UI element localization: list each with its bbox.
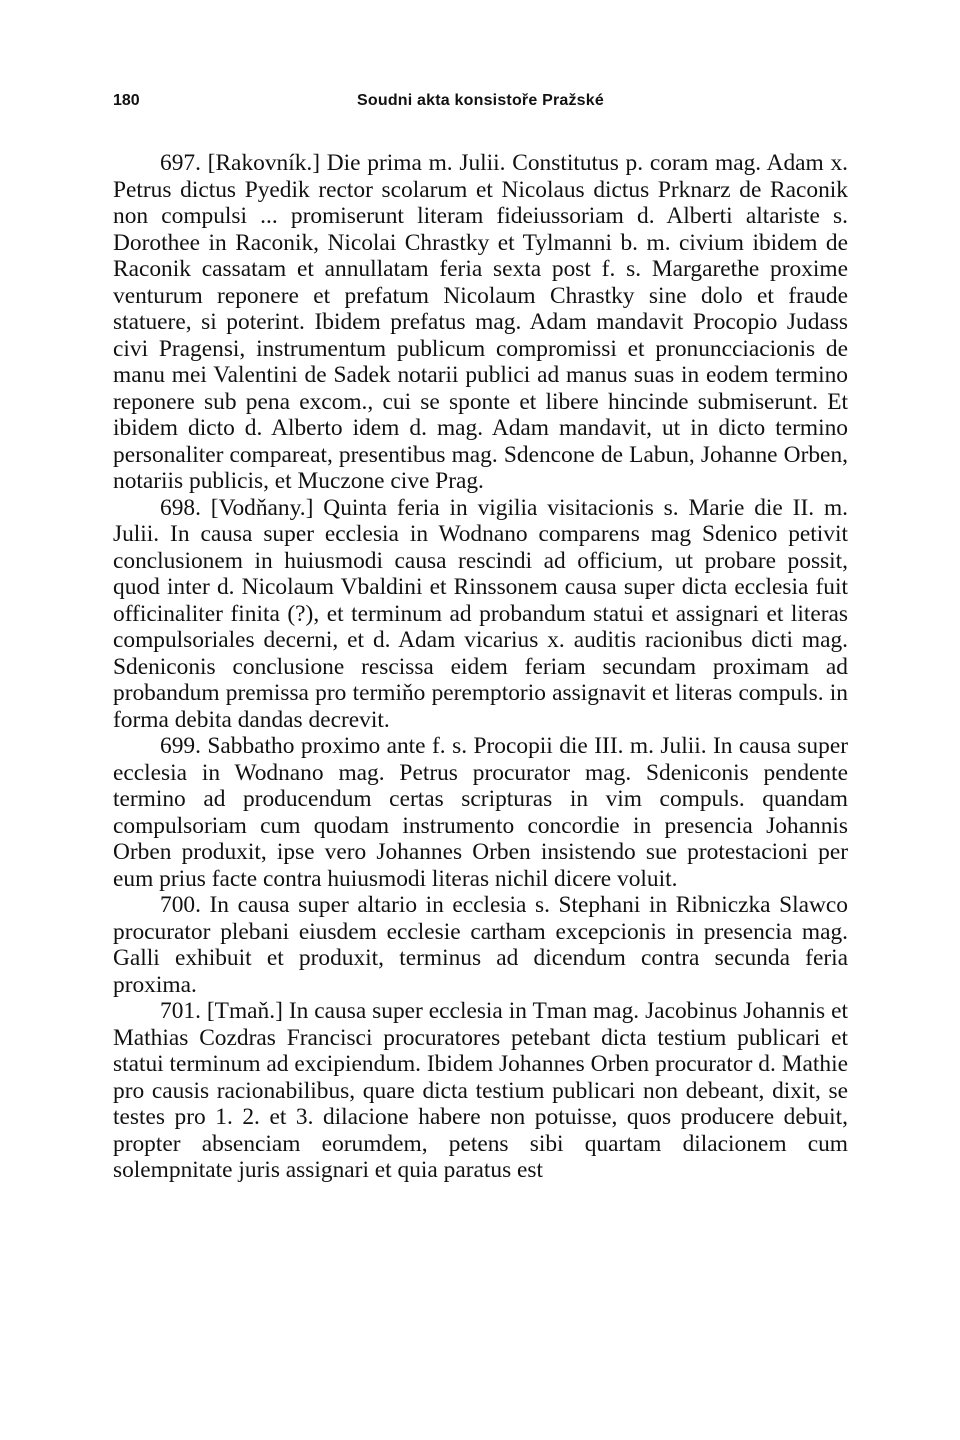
- entry-701: 701. [Tmaň.] In causa super ecclesia in Tman mag. Jacobinus Johannis et Mathias Cozdras Francisci procuratores petebant dicta testium publicari et statui terminum ad excipiendum. Ibidem Johannes Orben procurator d. Mathie pro causis racionabilibus, quare dicta testium publicari non debeant, dixit, se testes pro 1. 2. et 3. dilacione habere non potuisse, quos producere debuit, propter absenciam eorumdem, petens sibi quartam dilacionem cum solempnitate juris assignari et quia paratus est: [113, 998, 848, 1183]
- entry-697: 697. [Rakovník.] Die prima m. Julii. Constitutus p. coram mag. Adam x. Petrus dictus Pyedik rector scolarum et Nicolaus dictus Prknarz de Raconik non compulsi ... promiserunt literam fideiussoriam d. Alberti altariste s. Dorothee in Raconik, Nicolai Chrastky et Tylmanni b. m. civium ibidem de Raconik cassatam et annullatam feria sexta post f. s. Margarethe proxime venturum reponere et prefatum Nicolaum Chrastky sine dolo et fraude statuere, si poterint. Ibidem prefatus mag. Adam mandavit Procopio Judass civi Pragensi, instrumentum publicum compromissi et pronuncciacionis de manu mei Valentini de Sadek notarii publici ad manus suas in eodem termino reponere sub pena excom., cui se sponte et libere hincinde submiserunt. Et ibidem dicto d. Alberto idem d. mag. Adam mandavit, ut in dicto termino personaliter compareat, presentibus mag. Sdencone de Labun, Johanne Orben, notariis publicis, et Muczone cive Prag.: [113, 150, 848, 494]
- document-body: [113, 150, 848, 1184]
- page-number: 180: [113, 92, 140, 109]
- entry-699: 699. Sabbatho proximo ante f. s. Procopii die III. m. Julii. In causa super ecclesia in Wodnano mag. Petrus procurator mag. Sdeniconis pendente termino ad producendum certas scripturas in vim compuls. quandam compulsoriam cum quodam instrumento concordie in presencia Johannis Orben produxit, ipse vero Johannes Orben insistendo sue protestacioni per eum prius facte contra huiusmodi literas nichil dicere voluit.: [113, 733, 848, 892]
- entry-698: 698. [Vodňany.] Quinta feria in vigilia visitacionis s. Marie die II. m. Julii. In causa super ecclesia in Wodnano comparens mag Sdenico petivit conclusionem in huiusmodi causa rescindi ad officium, ut probare possit, quod inter d. Nicolaum Vbaldini et Rinssonem causa super dicta ecclesia fuit officinaliter finita (?), et terminum ad probandum statui et assignari et literas compulsoriales decerni, et d. Adam vicarius x. auditis racionibus dicti mag. Sdeniconis conclusione rescissa eidem feriam secundam proximam ad probandum premissa pro termiňo peremptorio assignavit et literas compuls. in forma debita dandas decrevit.: [113, 494, 848, 733]
- running-title: Soudni akta konsistoře Pražské: [357, 92, 604, 109]
- running-head: [113, 86, 848, 116]
- document-page: [113, 86, 848, 1184]
- entry-700: 700. In causa super altario in ecclesia s. Stephani in Ribniczka Slawco procurator plebani eiusdem ecclesie cartham excepcionis in presencia mag. Galli exhibuit et produxit, terminus ad dicendum contra secunda feria proxima.: [113, 892, 848, 998]
